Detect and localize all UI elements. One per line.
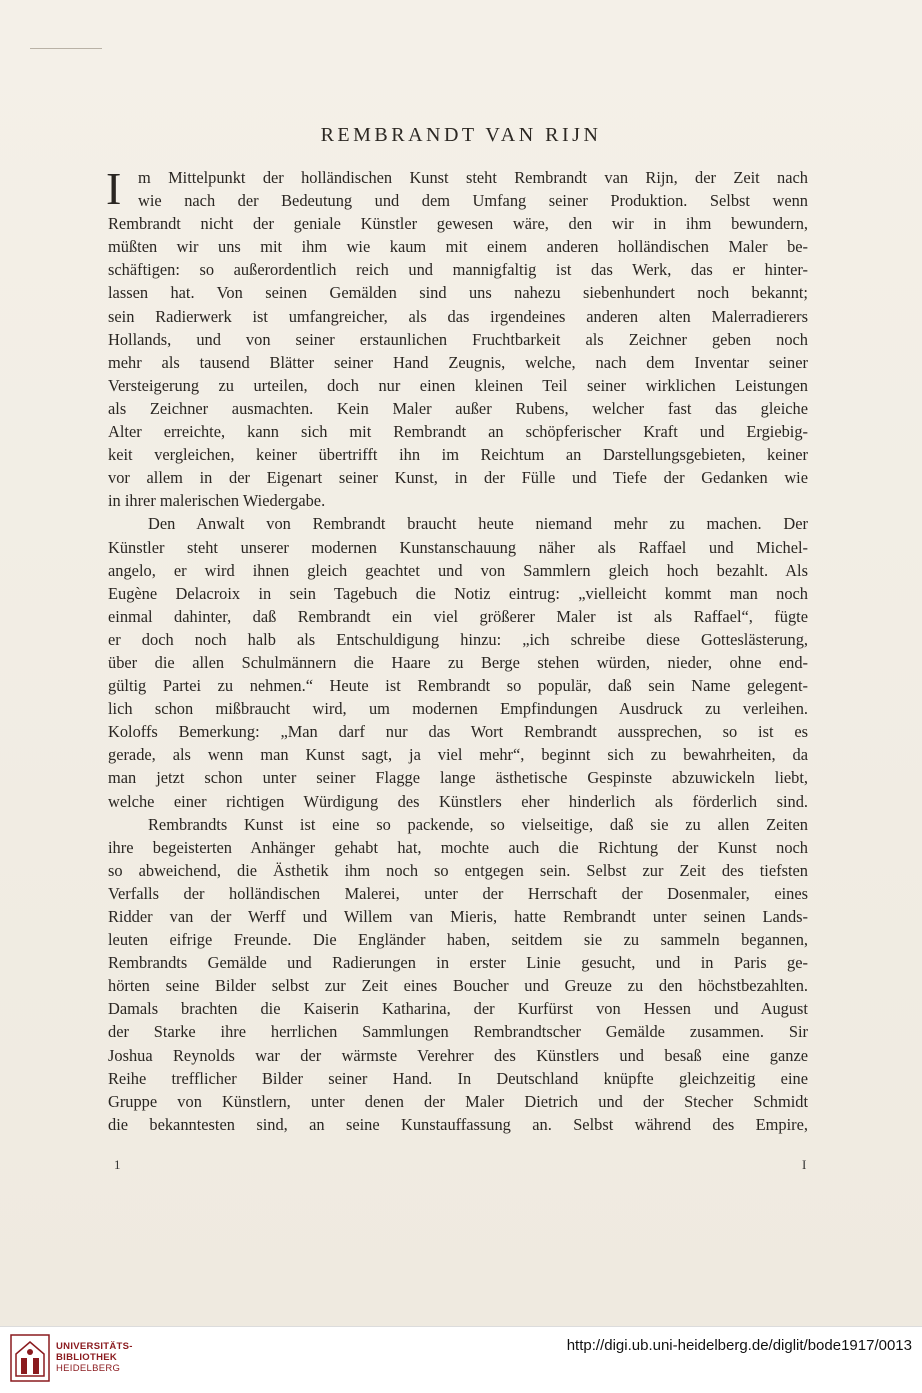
- text-line: Alter erreichte, kann sich mit Rembrandt an schöpferischer Kraft und Ergiebig-: [108, 422, 808, 442]
- text-line: Rembrandt nicht der geniale Künstler gewesen wäre, den wir in ihm bewundern,: [108, 214, 808, 234]
- text-line: hörten seine Bilder selbst zur Zeit eines Boucher und Greuze zu den höchstbezahlten.: [108, 976, 808, 996]
- text-line: welche einer richtigen Würdigung des Künstlers eher hinderlich als förderlich sind.: [108, 791, 808, 811]
- text-line: Hollands, und von seiner erstaunlichen Fruchtbarkeit als Zeichner geben noch: [108, 329, 808, 349]
- text-line: ihre begeisterten Anhänger gehabt hat, mochte auch die Richtung der Kunst noch: [108, 837, 808, 857]
- text-line: sein Radierwerk ist umfangreicher, als das irgendeines anderen alten Malerradierers: [108, 306, 808, 326]
- text-line: Verfalls der holländischen Malerei, unter der Herrschaft der Dosenmaler, eines: [108, 883, 808, 903]
- library-name: UNIVERSITÄTS- BIBLIOTHEK HEIDELBERG: [56, 1341, 133, 1374]
- text-line: Ridder van der Werff und Willem van Mieris, hatte Rembrandt unter seinen Lands-: [108, 907, 808, 926]
- viewer-footer: [0, 1326, 922, 1393]
- text-line: gerade, als wenn man Kunst sagt, ja viel mehr“, beginnt sich zu bewahrheiten, da: [108, 745, 808, 765]
- text-line: keit vergleichen, keiner übertrifft ihn im Reichtum an Darstellungsgebieten, keiner: [108, 445, 808, 465]
- body-text: [106, 163, 808, 1136]
- text-line: Rembrandts Gemälde und Radierungen in erster Linie gesucht, und in Paris ge-: [108, 953, 808, 973]
- text-line: m Mittelpunkt der holländischen Kunst steht Rembrandt van Rijn, der Zeit nach: [138, 168, 808, 187]
- text-line: Den Anwalt von Rembrandt braucht heute niemand mehr zu machen. Der: [148, 514, 808, 534]
- permalink-url[interactable]: http://digi.ub.uni-heidelberg.de/diglit/bode1917/0013: [566, 1337, 912, 1354]
- text-line: Joshua Reynolds war der wärmste Verehrer des Künstlers und besaß eine ganze: [108, 1045, 808, 1065]
- page-number: I: [802, 1157, 807, 1172]
- text-line: die bekanntesten sind, an seine Kunstauffassung an. Selbst während des Empire,: [108, 1114, 808, 1134]
- text-line: mehr als tausend Blätter seiner Hand Zeugnis, welche, nach dem Inventar seiner: [108, 352, 808, 372]
- text-line: Rembrandts Kunst ist eine so packende, so vielseitige, daß sie zu allen Zeiten: [148, 814, 808, 834]
- text-line: Eugène Delacroix in sein Tagebuch die Notiz eintrug: „vielleicht kommt man noch: [108, 583, 808, 603]
- text-line: Künstler steht unserer modernen Kunstanschauung näher als Raffael und Michel-: [108, 537, 808, 557]
- text-line: Reihe trefflicher Bilder seiner Hand. In Deutschland knüpfte gleichzeitig eine: [108, 1068, 808, 1088]
- text-line: angelo, er wird ihnen gleich geachtet und von Sammlern gleich hoch bezahlt. Als: [108, 560, 808, 580]
- text-line: in ihrer malerischen Wiedergabe.: [108, 491, 326, 511]
- text-line: schäftigen: so außerordentlich reich und mannigfaltig ist das Werk, das er hinter-: [108, 260, 808, 280]
- text-line: vor allem in der Eigenart seiner Kunst, in der Fülle und Tiefe der Gedanken wie: [108, 468, 808, 488]
- text-line: man jetzt schon unter seiner Flagge lange ästhetische Gespinste abzuwickeln liebt,: [108, 768, 808, 788]
- text-line: Versteigerung zu urteilen, doch nur einen kleinen Teil seiner wirklichen Leistungen: [108, 375, 808, 395]
- text-line: er doch noch halb als Entschuldigung hinzu: „ich schreibe diese Gotteslästerung,: [108, 629, 808, 649]
- text-line: als Zeichner ausmachten. Kein Maler außer Rubens, welcher fast das gleiche: [108, 398, 808, 418]
- text-line: über die allen Schulmännern die Haare zu Berge stehen würden, nieder, ohne end-: [108, 652, 808, 672]
- text-line: Damals brachten die Kaiserin Katharina, der Kurfürst von Hessen und August: [108, 999, 808, 1019]
- signature-mark: 1: [114, 1157, 121, 1172]
- text-line: wie nach der Bedeutung und dem Umfang seiner Produktion. Selbst wenn: [138, 191, 808, 211]
- text-line: einmal dahinter, daß Rembrandt ein viel größerer Maler ist als Raffael“, fügte: [108, 606, 808, 626]
- top-rule: [30, 48, 102, 49]
- text-line: müßten wir uns mit ihm wie kaum mit einem anderen holländischen Maler be-: [108, 237, 808, 257]
- drop-cap: I: [106, 163, 122, 214]
- text-line: gültig Partei zu nehmen.“ Heute ist Rembrandt so populär, daß sein Name gelegent-: [108, 676, 808, 696]
- text-line: Gruppe von Künstlern, unter denen der Maler Dietrich und der Stecher Schmidt: [108, 1091, 808, 1111]
- university-seal-icon: [10, 1334, 50, 1382]
- text-line: lich schon mißbraucht wird, um modernen Empfindungen Ausdruck zu verleihen.: [108, 699, 808, 719]
- text-line: Koloffs Bemerkung: „Man darf nur das Wort Rembrandt aussprechen, so ist es: [108, 722, 808, 742]
- text-line: leuten eifrige Freunde. Die Engländer haben, seitdem sie zu sammeln begannen,: [108, 930, 808, 950]
- text-line: der Starke ihre herrlichen Sammlungen Rembrandtscher Gemälde zusammen. Sir: [108, 1022, 808, 1042]
- text-line: lassen hat. Von seinen Gemälden sind uns nahezu siebenhundert noch bekannt;: [108, 283, 808, 303]
- text-line: so abweichend, die Ästhetik ihm noch so entgegen sein. Selbst zur Zeit des tiefsten: [108, 860, 808, 880]
- page-title: REMBRANDT VAN RIJN: [320, 124, 602, 146]
